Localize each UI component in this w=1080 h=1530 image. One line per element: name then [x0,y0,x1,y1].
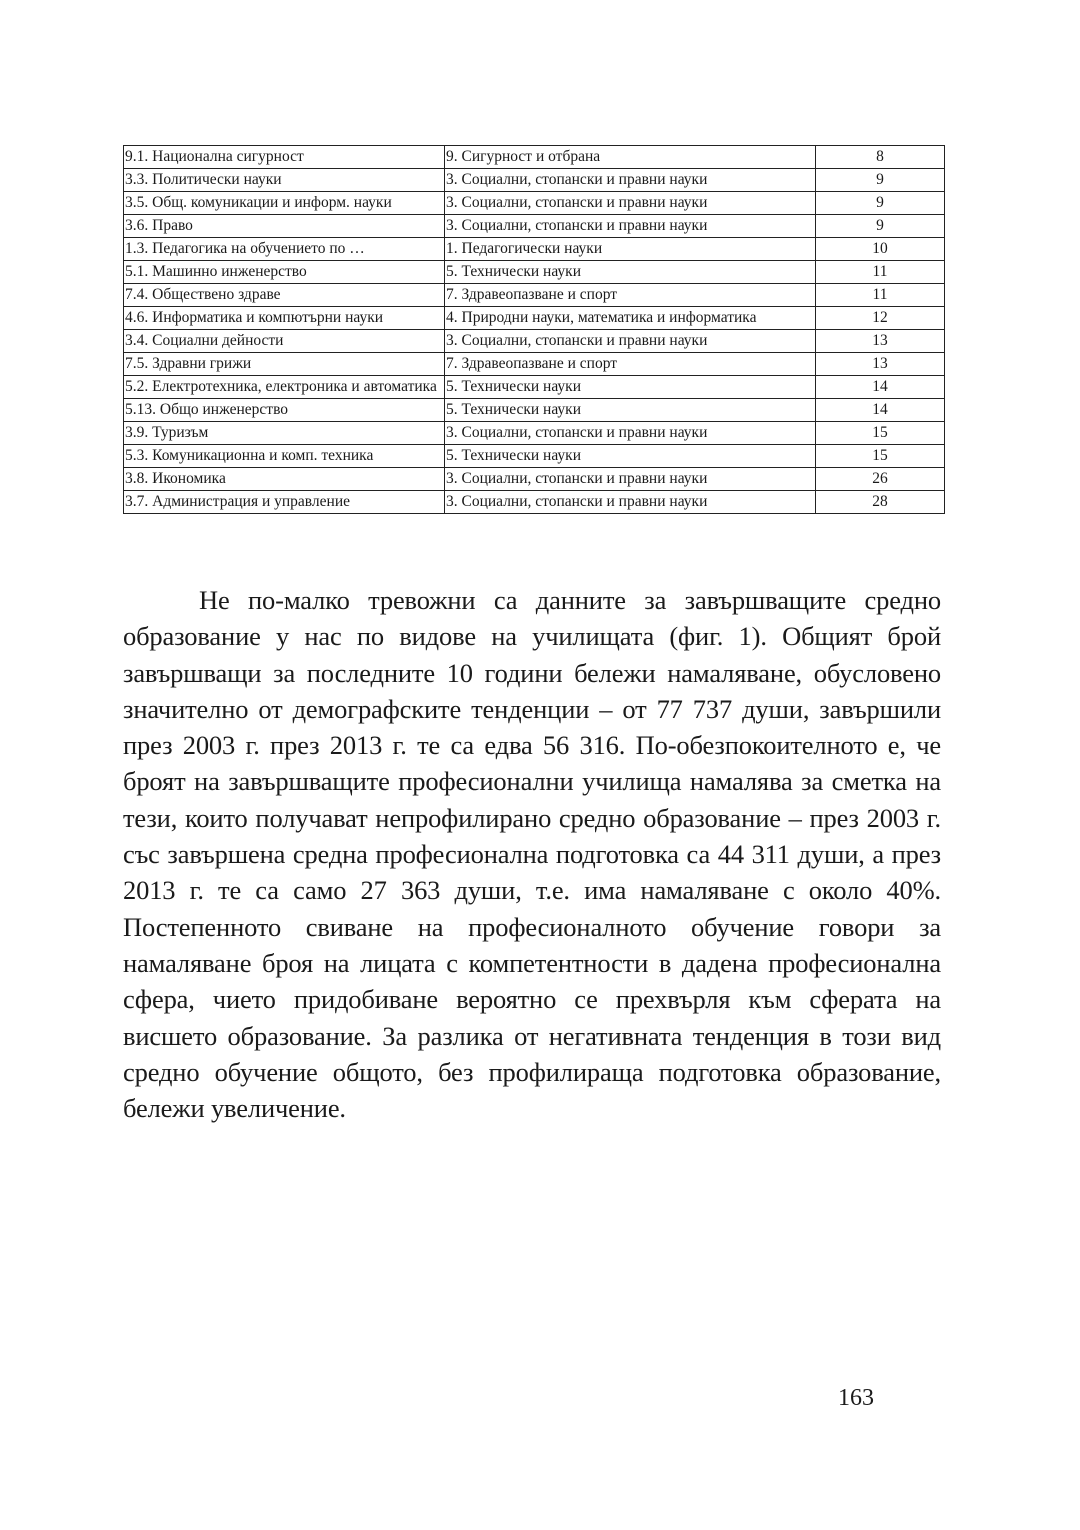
area-cell: 3. Социални, стопански и правни науки [445,192,816,215]
fields-table [123,145,945,514]
area-cell: 7. Здравеопазване и спорт [445,353,816,376]
table-row [124,330,945,353]
field-cell: 3.7. Администрация и управление [124,491,445,514]
field-cell: 7.4. Обществено здраве [124,284,445,307]
area-cell: 5. Технически науки [445,261,816,284]
area-cell: 9. Сигурност и отбрана [445,146,816,169]
area-cell: 3. Социални, стопански и правни науки [445,215,816,238]
value-cell: 15 [816,422,945,445]
value-cell: 15 [816,445,945,468]
area-cell: 3. Социални, стопански и правни науки [445,330,816,353]
area-cell: 5. Технически науки [445,376,816,399]
field-cell: 7.5. Здравни грижи [124,353,445,376]
field-cell: 9.1. Национална сигурност [124,146,445,169]
value-cell: 8 [816,146,945,169]
table-row [124,215,945,238]
value-cell: 13 [816,353,945,376]
value-cell: 14 [816,399,945,422]
table-row [124,445,945,468]
table-row [124,284,945,307]
table-row [124,399,945,422]
field-cell: 4.6. Информатика и компютърни науки [124,307,445,330]
table-row [124,261,945,284]
field-cell: 3.5. Общ. комуникации и информ. науки [124,192,445,215]
table-row [124,468,945,491]
value-cell: 28 [816,491,945,514]
field-cell: 3.9. Туризъм [124,422,445,445]
field-cell: 5.13. Общо инженерство [124,399,445,422]
area-cell: 3. Социални, стопански и правни науки [445,491,816,514]
field-cell: 1.3. Педагогика на обучението по … [124,238,445,261]
area-cell: 3. Социални, стопански и правни науки [445,169,816,192]
value-cell: 11 [816,261,945,284]
value-cell: 14 [816,376,945,399]
area-cell: 5. Технически науки [445,399,816,422]
field-cell: 5.1. Машинно инженерство [124,261,445,284]
area-cell: 3. Социални, стопански и правни науки [445,422,816,445]
field-cell: 3.4. Социални дейности [124,330,445,353]
value-cell: 13 [816,330,945,353]
value-cell: 26 [816,468,945,491]
table-row [124,491,945,514]
table-row [124,353,945,376]
area-cell: 4. Природни науки, математика и информатика [445,307,816,330]
area-cell: 3. Социални, стопански и правни науки [445,468,816,491]
table-row [124,192,945,215]
table-row [124,146,945,169]
value-cell: 12 [816,307,945,330]
value-cell: 9 [816,192,945,215]
table-row [124,422,945,445]
area-cell: 5. Технически науки [445,445,816,468]
area-cell: 1. Педагогически науки [445,238,816,261]
table-row [124,376,945,399]
field-cell: 3.3. Политически науки [124,169,445,192]
area-cell: 7. Здравеопазване и спорт [445,284,816,307]
field-cell: 5.2. Електротехника, електроника и автоматика [124,376,445,399]
field-cell: 3.6. Право [124,215,445,238]
field-cell: 3.8. Икономика [124,468,445,491]
page-number: 163 [838,1385,874,1411]
field-cell: 5.3. Комуникационна и комп. техника [124,445,445,468]
value-cell: 9 [816,169,945,192]
value-cell: 9 [816,215,945,238]
table-row [124,169,945,192]
table-row [124,238,945,261]
body-paragraph: Не по-малко тревожни са данните за завършващите средно образование у нас по видове на училищата (фиг. 1). Общият брой завършващи за последните 10 години бележи намаляване, обусловено значително от демографските тенденции – от 77 737 души, завършили през 2003 г. през 2013 г. те са едва 56 316. По-обезпокоителното е, че броят на завършващите професионални училища намалява за сметка на тези, които получават непрофилирано средно образование – през 2003 г. със завършена средна професионална подготовка са 44 311 души, а през 2013 г. те са само 27 363 души, т.е. има намаляване с около 40%. Постепенното свиване на професионалното обучение говори за намаляване броя на лицата с компетентности в дадена професионална сфера, чието придобиване вероятно се прехвърля към сферата на висшето образование. За разлика от негативната тенденция в този вид средно обучение общото, без профилираща подготовка образование, бележи увеличение. [123,585,941,1124]
value-cell: 11 [816,284,945,307]
table-row [124,307,945,330]
value-cell: 10 [816,238,945,261]
